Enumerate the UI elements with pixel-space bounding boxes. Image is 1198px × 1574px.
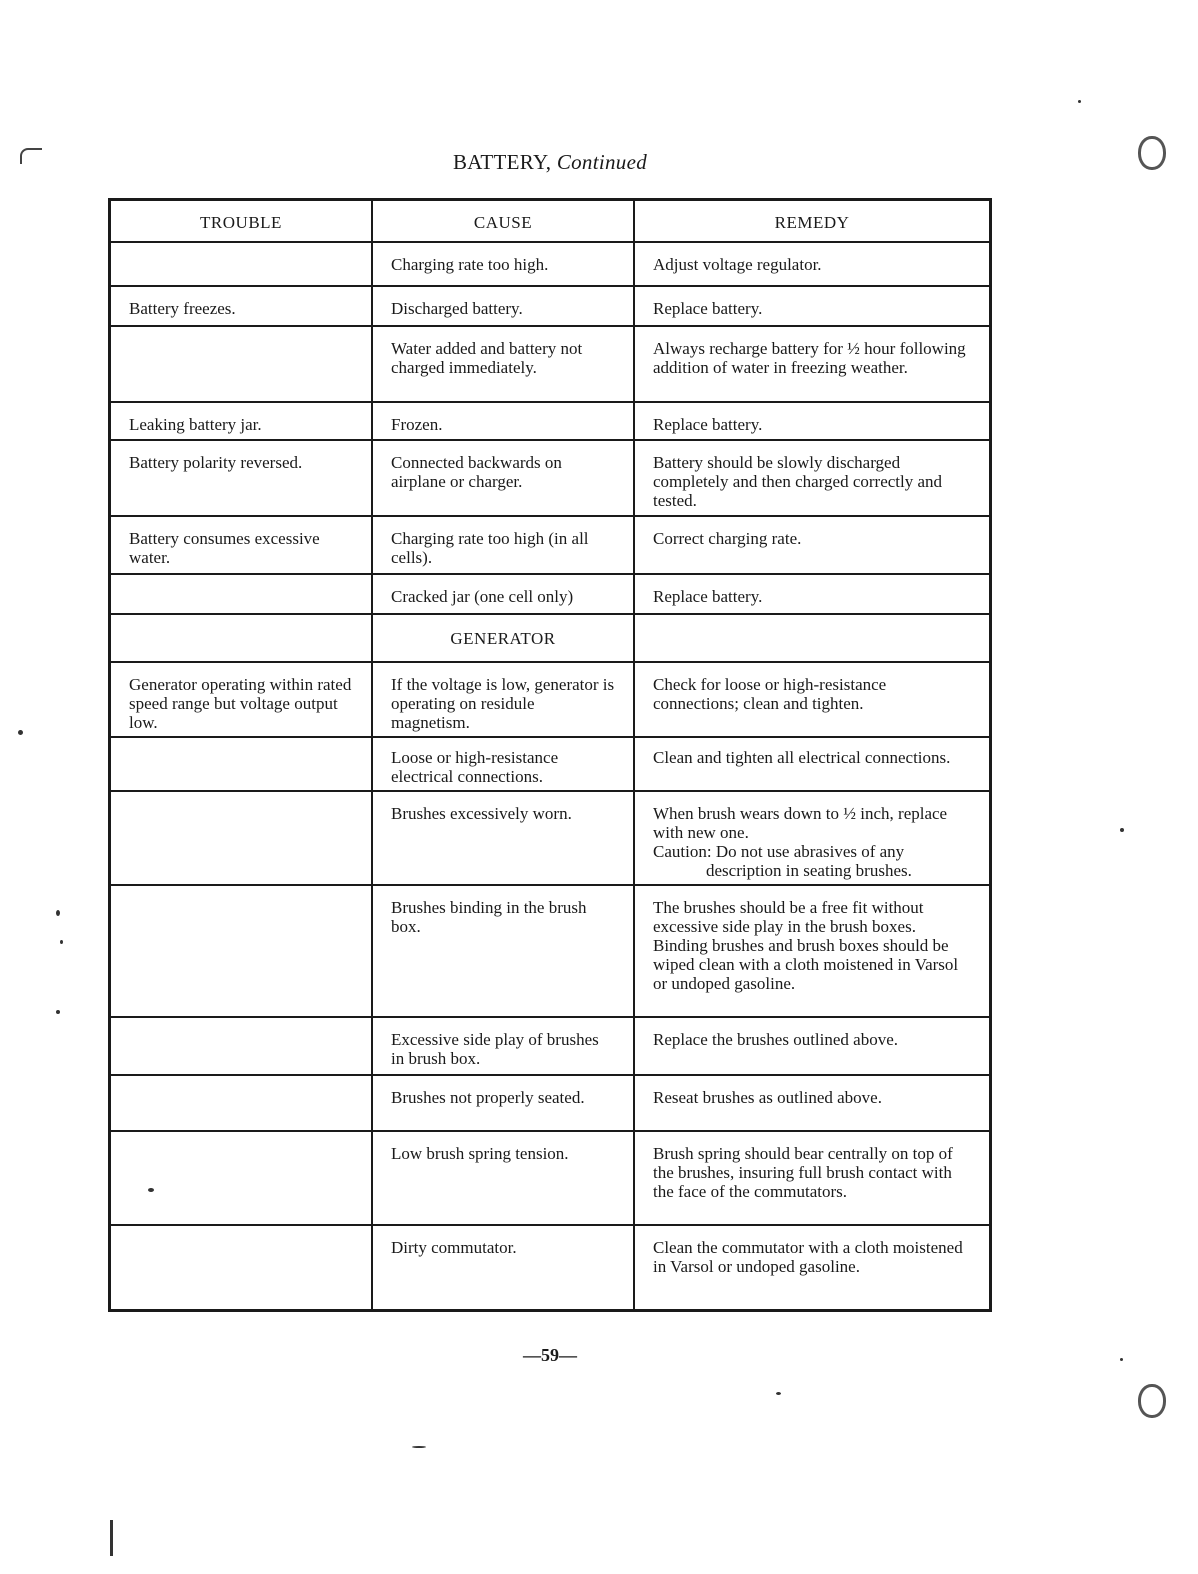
remedy-cell: The brushes should be a free fit without excessive side play in the brush boxes. Binding brushes and brush boxes should be wiped clean with a cloth moistened in Varsol or undoped gasoline.	[634, 885, 989, 1017]
scan-speck	[148, 1188, 154, 1192]
scan-mark-bottom-line	[110, 1520, 113, 1556]
remedy-cell: Clean the commutator with a cloth moistened in Varsol or undoped gasoline.	[634, 1225, 989, 1309]
remedy-cell	[634, 614, 989, 662]
cause-cell: If the voltage is low, generator is operating on residule magnetism.	[372, 662, 634, 737]
trouble-cell	[111, 574, 372, 614]
table-row	[111, 326, 989, 402]
cause-cell: Brushes not properly seated.	[372, 1075, 634, 1131]
remedy-cell: Replace battery.	[634, 286, 989, 326]
trouble-cell	[111, 1131, 372, 1225]
remedy-cell: Brush spring should bear centrally on top of the brushes, insuring full brush contact with the face of the commutators.	[634, 1131, 989, 1225]
table-row	[111, 1017, 989, 1075]
table-row	[111, 440, 989, 516]
cause-cell: Cracked jar (one cell only)	[372, 574, 634, 614]
table-row	[111, 662, 989, 737]
scan-speck	[1120, 828, 1124, 832]
cause-cell: Frozen.	[372, 402, 634, 440]
trouble-cell	[111, 885, 372, 1017]
cause-cell: Loose or high-resistance electrical connections.	[372, 737, 634, 791]
remedy-cell: Replace battery.	[634, 574, 989, 614]
scan-speck	[56, 910, 60, 916]
page-title-continued: Continued	[556, 150, 648, 174]
table-row	[111, 1225, 989, 1309]
column-header-remedy: REMEDY	[634, 201, 989, 242]
trouble-cell	[111, 1017, 372, 1075]
trouble-cell	[111, 1075, 372, 1131]
trouble-cell: Battery consumes excessive water.	[111, 516, 372, 574]
table-header-row	[111, 201, 989, 242]
trouble-cell	[111, 791, 372, 885]
page-number: —59—	[523, 1345, 577, 1365]
column-header-cause: CAUSE	[372, 201, 634, 242]
trouble-cell	[111, 1225, 372, 1309]
cause-cell: Water added and battery not charged immediately.	[372, 326, 634, 402]
scan-speck	[412, 1446, 426, 1448]
table-row	[111, 574, 989, 614]
table-row	[111, 1075, 989, 1131]
troubleshooting-table	[111, 201, 989, 1309]
trouble-cell: Battery polarity reversed.	[111, 440, 372, 516]
caution-text: Do not use abrasives of any	[715, 842, 905, 861]
cause-cell: Charging rate too high.	[372, 242, 634, 286]
scan-speck	[56, 1010, 60, 1014]
binder-hole-bottom	[1138, 1384, 1166, 1418]
remedy-cell: Always recharge battery for ½ hour following addition of water in freezing weather.	[634, 326, 989, 402]
table-row	[111, 1131, 989, 1225]
column-header-trouble: TROUBLE	[111, 201, 372, 242]
remedy-text: When brush wears down to ½ inch, replace with new one.	[653, 804, 948, 842]
table-row	[111, 791, 989, 885]
scan-speck	[1078, 100, 1081, 103]
trouble-cell	[111, 614, 372, 662]
table-row	[111, 286, 989, 326]
remedy-cell: Correct charging rate.	[634, 516, 989, 574]
cause-cell: Brushes binding in the brush box.	[372, 885, 634, 1017]
scan-speck	[60, 940, 63, 944]
cause-cell: Brushes excessively worn.	[372, 791, 634, 885]
trouble-cell	[111, 737, 372, 791]
table-row	[111, 885, 989, 1017]
caution-note	[653, 842, 971, 861]
trouble-cell: Leaking battery jar.	[111, 402, 372, 440]
scan-mark-corner	[20, 148, 42, 164]
section-heading-generator: GENERATOR	[372, 614, 634, 662]
cause-cell: Low brush spring tension.	[372, 1131, 634, 1225]
remedy-cell: Reseat brushes as outlined above.	[634, 1075, 989, 1131]
remedy-cell: Check for loose or high-resistance connections; clean and tighten.	[634, 662, 989, 737]
scan-speck	[776, 1392, 781, 1395]
trouble-cell	[111, 242, 372, 286]
cause-cell: Charging rate too high (in all cells).	[372, 516, 634, 574]
trouble-cell: Battery freezes.	[111, 286, 372, 326]
remedy-cell: Replace battery.	[634, 402, 989, 440]
remedy-cell: Clean and tighten all electrical connections.	[634, 737, 989, 791]
page-title	[0, 150, 1100, 175]
table-row	[111, 516, 989, 574]
cause-cell: Discharged battery.	[372, 286, 634, 326]
remedy-cell: Replace the brushes outlined above.	[634, 1017, 989, 1075]
cause-cell: Connected backwards on airplane or charger.	[372, 440, 634, 516]
caution-label: Caution:	[653, 842, 712, 861]
table-row	[111, 402, 989, 440]
trouble-cell: Generator operating within rated speed range but voltage output low.	[111, 662, 372, 737]
cause-cell: Excessive side play of brushes in brush box.	[372, 1017, 634, 1075]
table-row	[111, 737, 989, 791]
page-title-main: BATTERY,	[452, 150, 552, 174]
scan-speck	[18, 730, 23, 735]
remedy-cell	[634, 791, 989, 885]
trouble-cell	[111, 326, 372, 402]
binder-hole-top	[1138, 136, 1166, 170]
caution-text-continued: description in seating brushes.	[706, 861, 912, 880]
scan-speck	[1120, 1358, 1123, 1361]
section-row-generator	[111, 614, 989, 662]
table-row	[111, 242, 989, 286]
remedy-cell: Adjust voltage regulator.	[634, 242, 989, 286]
cause-cell: Dirty commutator.	[372, 1225, 634, 1309]
troubleshooting-table-frame	[108, 198, 992, 1312]
remedy-cell: Battery should be slowly discharged completely and then charged correctly and tested.	[634, 440, 989, 516]
